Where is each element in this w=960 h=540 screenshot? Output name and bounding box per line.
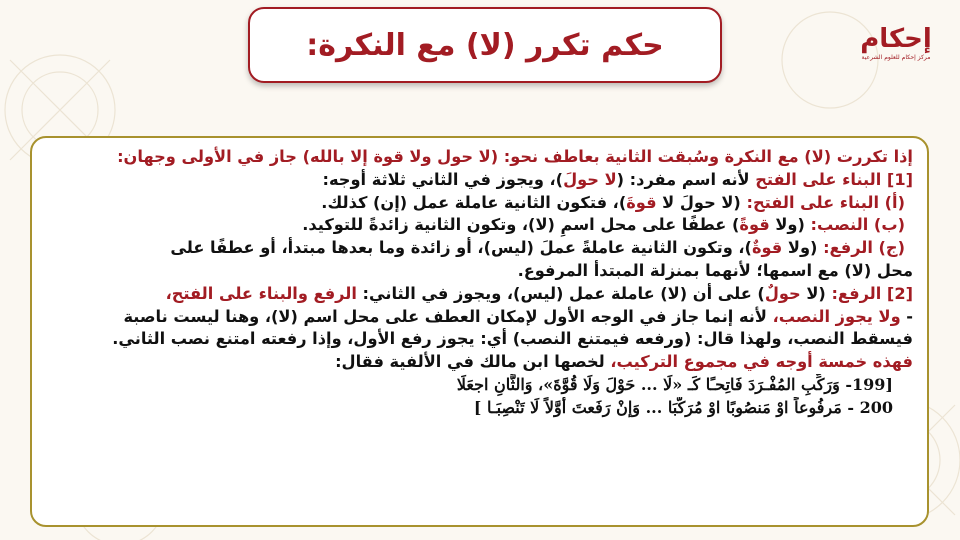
content-line-2: [1] البناء على الفتح لأنه اسم مفرد: (لا حولَ)، ويجوز في الثاني ثلاثة أوجه: — [322, 169, 913, 189]
logo — [846, 24, 946, 96]
option-b-heading: (ب) النصب: — [810, 215, 905, 235]
verse-200: 200 - مَرفُوعاً اوْ مَنصُوبًا اوْ مُرَكَّبَا ... وَإنْ رَفَعتَ أَوَّلاً لَا تَنْصِبَـا ] — [473, 397, 893, 417]
case-2-heading: [2] الرفع: — [831, 283, 913, 303]
content-box — [30, 136, 929, 527]
content-line-6: محل (لا) مع اسمها؛ لأنهما بمنزلة المبتدأ المرفوع. — [517, 260, 913, 280]
content-line-5: (ج) الرفع: (ولا قوةٌ)، وتكون الثانية عاملةً عملَ (ليس)، أو زائدة وما بعدها مبتدأ، أو عطفًا على — [170, 238, 905, 258]
content-line-7: [2] الرفع: (لا حولٌ) على أن (لا) عاملة عمل (ليس)، ويجوز في الثاني: الرفع والبناء على الفتح، — [165, 283, 913, 303]
logo-subtitle: مركز إحكام للعلوم الشرعية — [861, 54, 931, 61]
page-title: حكم تكرر (لا) مع النكرة: — [306, 27, 664, 63]
logo-name: إحكام — [860, 24, 932, 54]
content-line-10: فهذه خمسة أوجه في مجموع التركيب، لخصها ابن مالك في الألفية فقال: — [335, 352, 913, 372]
option-c-heading: (ج) الرفع: — [823, 238, 905, 258]
content-line-8: - ولا يجوز النصب، لأنه إنما جاز في الوجه الأول لإمكان العطف على محل اسم (لا)، وهنا ليست ناصبة — [123, 306, 913, 326]
verse-199: [199- وَرَكِّبِ المُفْـرَدَ فَاتِحـًا كَـ «لَا ... حَوْلَ وَلَا قُوَّةَ»، وَالثَّانِ اجعَلَا — [456, 374, 893, 394]
case-1-heading: [1] البناء على الفتح — [755, 169, 913, 189]
summary-heading: فهذه خمسة أوجه في مجموع التركيب، — [610, 352, 913, 372]
title-box — [248, 7, 722, 83]
intro-text: إذا تكررت (لا) مع النكرة وسُبقت الثانية بعاطف نحو: (لا حول ولا قوة إلا بالله) جاز في الأولى وجهان: — [117, 147, 913, 166]
option-a-heading: (أ) البناء على الفتح: — [746, 192, 905, 212]
content-line-1 — [46, 146, 913, 169]
content-line-4: (ب) النصب: (ولا قوةً) عطفًا على محل اسمِ (لا)، وتكون الثانية زائدةً للتوكيد. — [302, 215, 905, 235]
content-line-3: (أ) البناء على الفتح: (لا حولَ لا قوةَ)، فتكون الثانية عاملة عمل (إن) كذلك. — [321, 192, 905, 212]
content-line-9: فيسقط النصب، ولهذا قال: (ورفعه فيمتنع النصب) أي: يجوز رفع الأول، وإذا رفعته امتنع نصب الثاني. — [112, 329, 913, 349]
